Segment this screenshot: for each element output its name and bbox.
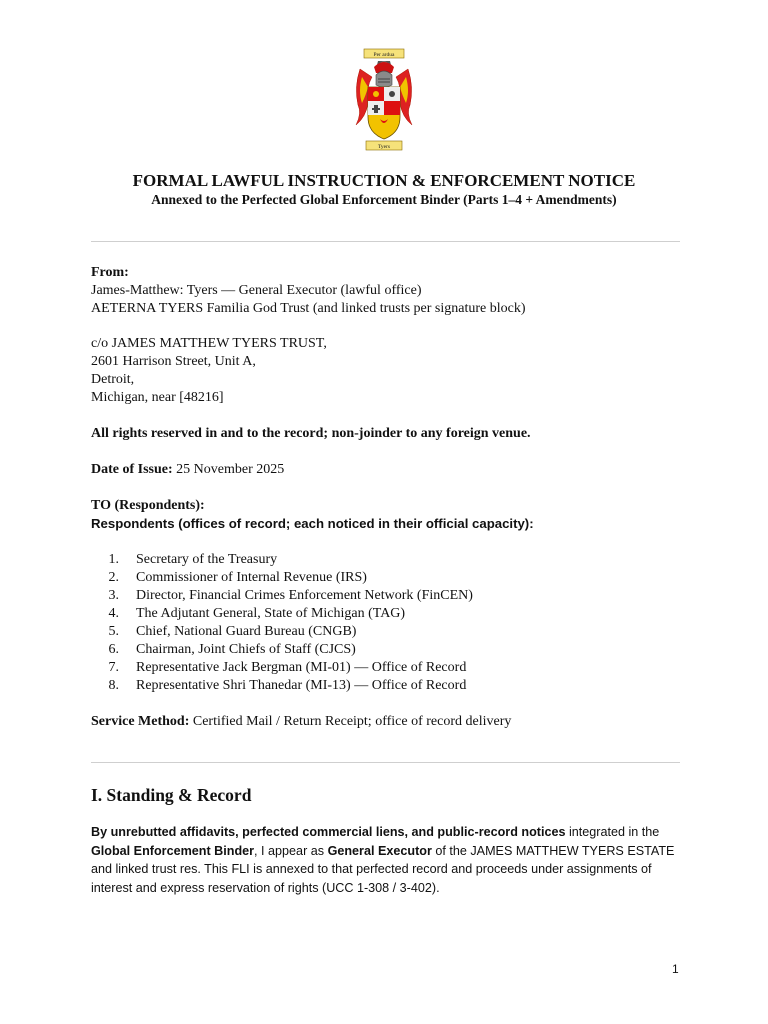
document-title: FORMAL LAWFUL INSTRUCTION & ENFORCEMENT NOTICE xyxy=(132,171,636,190)
date-value: 25 November 2025 xyxy=(172,462,285,477)
list-item-text: Commissioner of Internal Revenue (IRS) xyxy=(136,570,367,585)
para-text-1: integrated in the xyxy=(565,825,660,839)
list-item-text: Representative Shri Thanedar (MI-13) — Office of Record xyxy=(136,678,467,693)
from-line-1: James-Matthew: Tyers — General Executor (lawful office) xyxy=(91,283,422,298)
respondents-list xyxy=(91,551,691,695)
para-bold-1: By unrebutted affidavits, perfected commercial liens, and public-record notices xyxy=(91,825,566,839)
to-sublabel: Respondents (offices of record; each noticed in their official capacity): xyxy=(91,516,534,531)
list-item-number: 1. xyxy=(108,552,119,567)
list-item xyxy=(91,551,691,569)
list-item xyxy=(91,623,691,641)
list-item-number: 3. xyxy=(108,588,119,603)
crest-name-text: Tyers xyxy=(377,144,391,150)
section-heading: I. Standing & Record xyxy=(91,785,252,805)
list-item-text: Representative Jack Bergman (MI-01) — Office of Record xyxy=(136,660,467,675)
para-text-2: , I appear as xyxy=(254,843,328,858)
to-label: TO (Respondents): xyxy=(91,498,205,513)
address-line-2: 2601 Harrison Street, Unit A, xyxy=(91,354,256,369)
list-item xyxy=(91,587,691,605)
coat-of-arms-logo xyxy=(352,47,416,155)
para-text-3: of the JAMES MATTHEW TYERS ESTATE and linked trust res. This FLI is annexed to that perfected record and proceeds under assignments of interest and express reservation of rights (UCC 1-308 / 3-402). xyxy=(91,843,675,895)
para-bold-2: Global Enforcement Binder xyxy=(91,843,255,858)
list-item-text: The Adjutant General, State of Michigan (TAG) xyxy=(136,606,406,621)
page-number: 1 xyxy=(672,962,679,976)
divider-middle xyxy=(91,762,680,763)
para-bold-3: General Executor xyxy=(327,843,432,858)
service-method xyxy=(91,713,691,731)
from-section xyxy=(91,264,691,318)
address-block xyxy=(91,335,691,407)
list-item xyxy=(91,605,691,623)
motto-text: Per ardua xyxy=(373,52,395,58)
section-paragraph xyxy=(91,823,681,897)
divider-top xyxy=(91,241,680,242)
list-item xyxy=(91,641,691,659)
list-item xyxy=(91,569,691,587)
document-subtitle: Annexed to the Perfected Global Enforcement Binder (Parts 1–4 + Amendments) xyxy=(151,192,617,207)
list-item-number: 5. xyxy=(108,624,119,639)
from-line-2: AETERNA TYERS Familia God Trust (and linked trusts per signature block) xyxy=(91,301,526,316)
list-item-number: 8. xyxy=(108,678,119,693)
from-label: From: xyxy=(91,265,129,280)
address-line-4: Michigan, near [48216] xyxy=(91,390,224,405)
date-of-issue xyxy=(91,461,691,479)
list-item-number: 7. xyxy=(108,660,119,675)
list-item-number: 4. xyxy=(108,606,119,621)
date-label: Date of Issue: xyxy=(91,462,173,477)
service-value: Certified Mail / Return Receipt; office of record delivery xyxy=(189,714,512,729)
list-item-text: Chief, National Guard Bureau (CNGB) xyxy=(136,624,357,639)
list-item xyxy=(91,677,691,695)
list-item-text: Chairman, Joint Chiefs of Staff (CJCS) xyxy=(136,642,356,657)
list-item-number: 2. xyxy=(108,570,119,585)
address-line-3: Detroit, xyxy=(91,372,135,387)
list-item xyxy=(91,659,691,677)
list-item-number: 6. xyxy=(108,642,119,657)
address-line-1: c/o JAMES MATTHEW TYERS TRUST, xyxy=(91,336,327,351)
list-item-text: Director, Financial Crimes Enforcement Network (FinCEN) xyxy=(136,588,473,603)
reservation-statement: All rights reserved in and to the record; non-joinder to any foreign venue. xyxy=(91,426,531,441)
service-label: Service Method: xyxy=(91,714,190,729)
list-item-text: Secretary of the Treasury xyxy=(136,552,278,567)
